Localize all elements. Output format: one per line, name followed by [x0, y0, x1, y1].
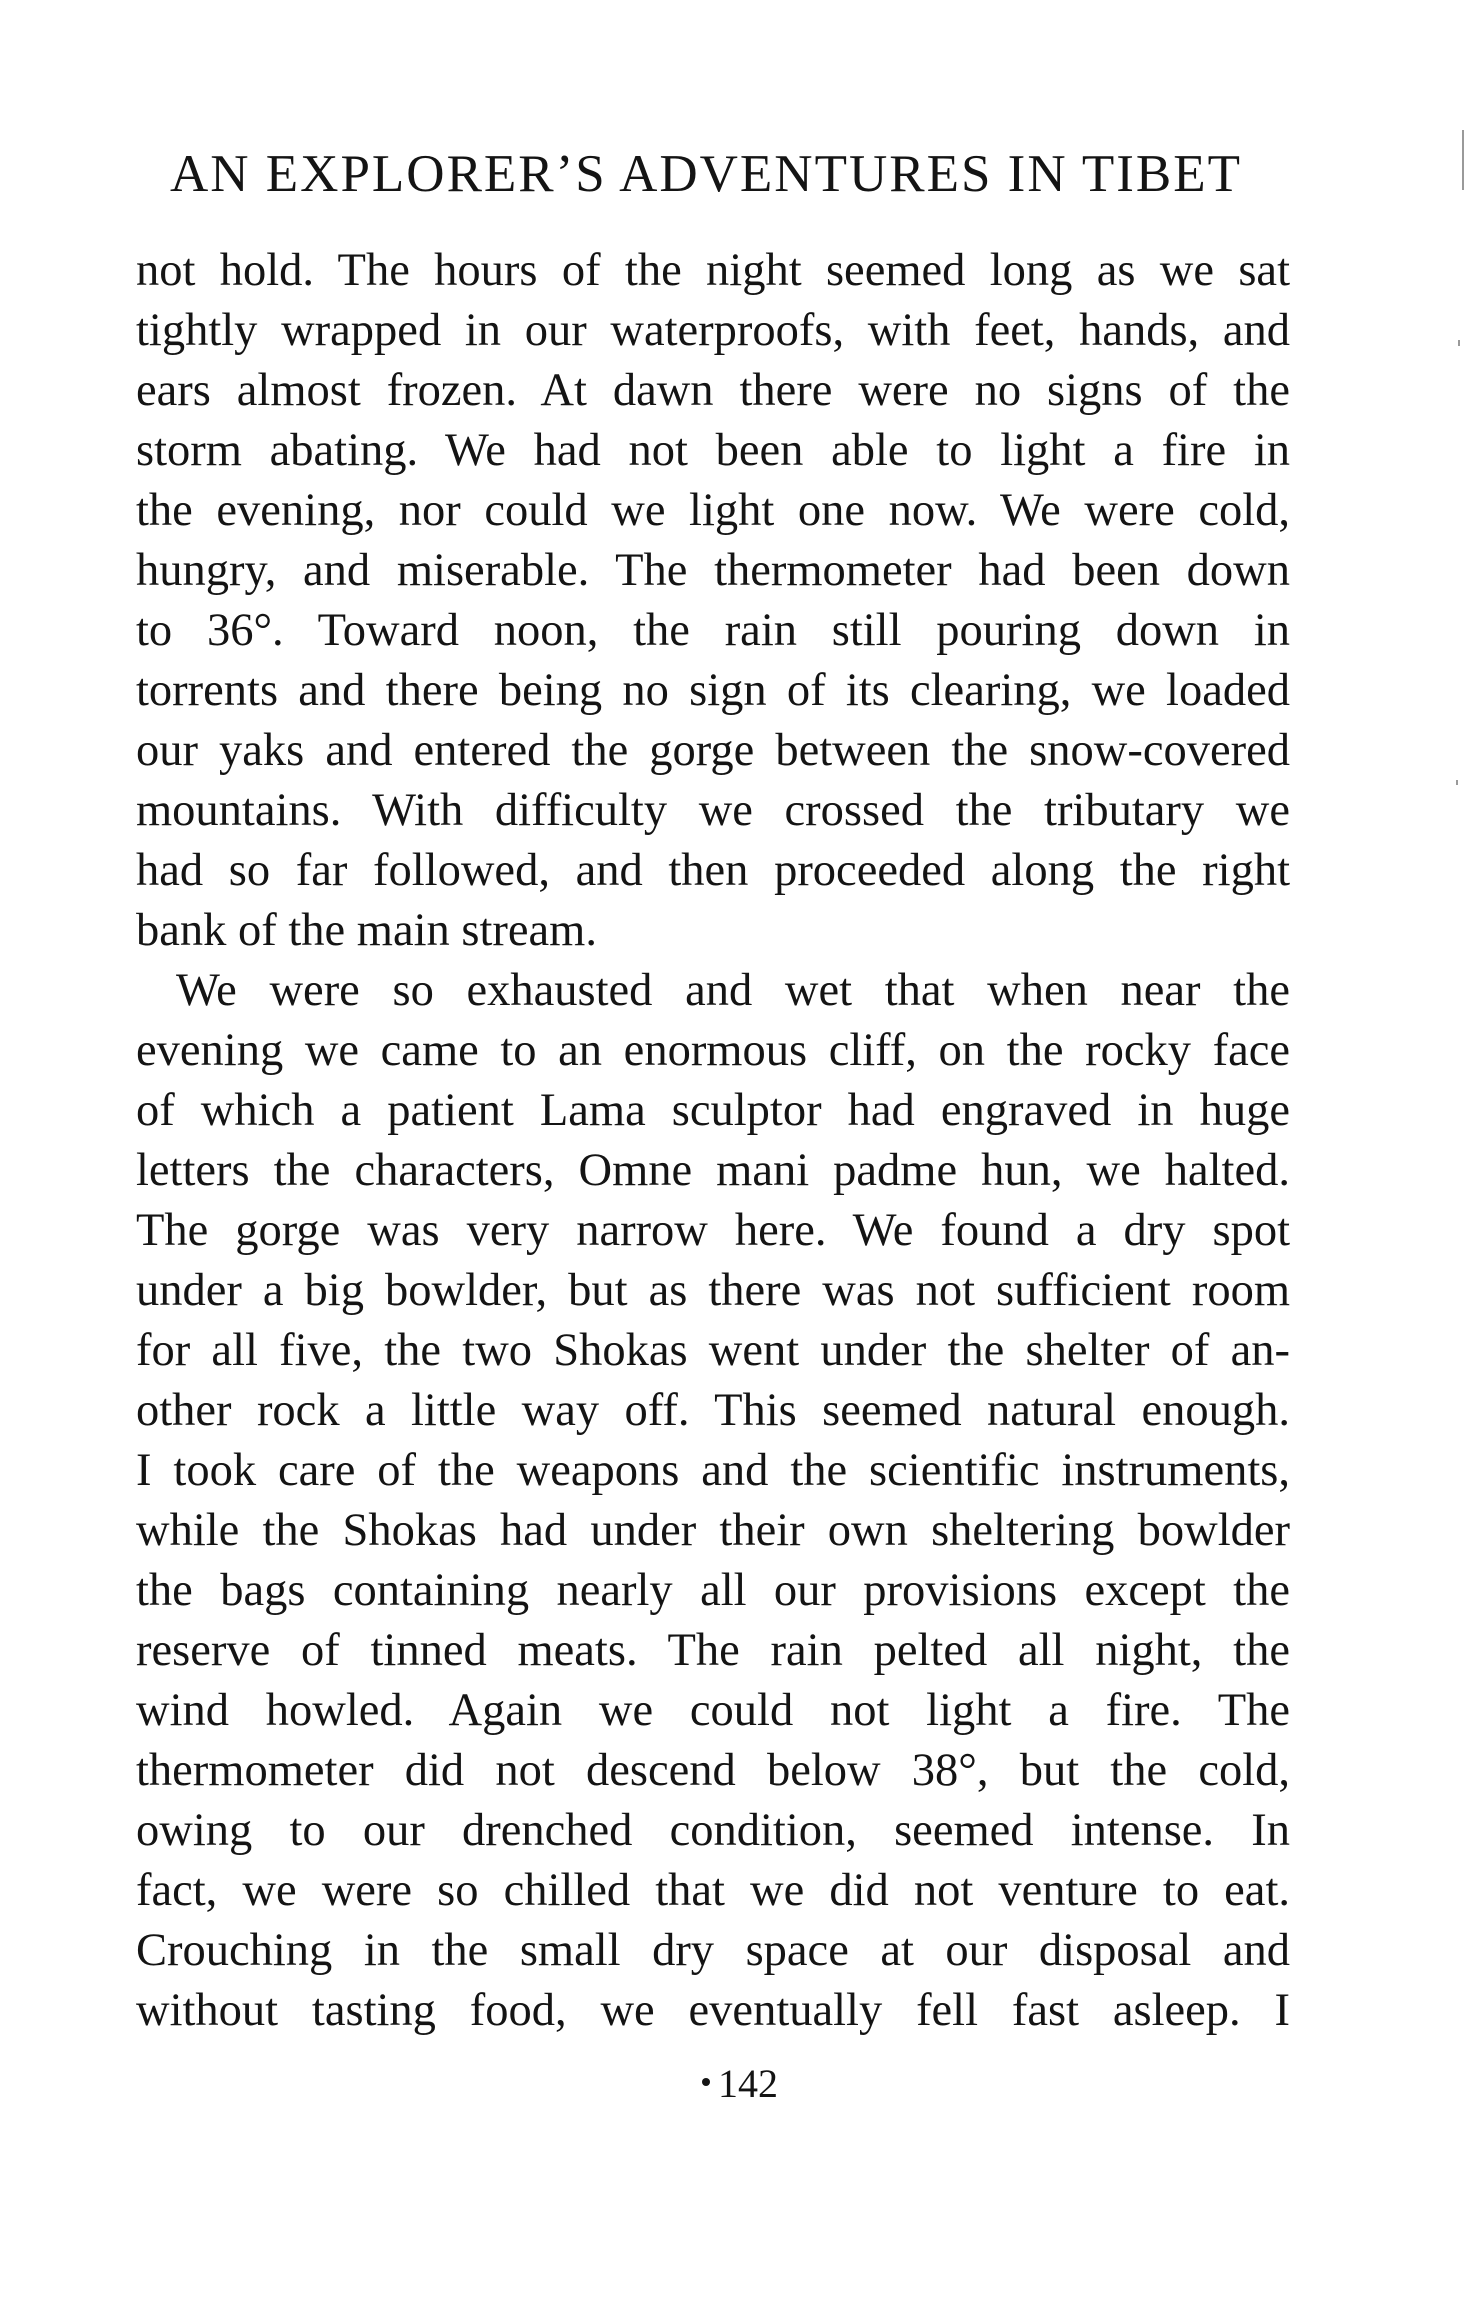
text-line: tightly wrapped in our waterproofs, with feet, hands, and	[136, 305, 1290, 356]
text-line: letters the characters, Omne mani padme hun, we halted.	[136, 1145, 1290, 1196]
text-line: fact, we were so chilled that we did not venture to eat.	[136, 1865, 1290, 1916]
page-number-area	[640, 2061, 840, 2106]
page-number: 142	[718, 2061, 778, 2106]
running-head: AN EXPLORER’S ADVENTURES IN TIBET	[170, 145, 1243, 203]
text-line: bank of the main stream.	[136, 905, 597, 956]
text-line: evening we came to an enormous cliff, on the rocky face	[136, 1025, 1290, 1076]
text-line: had so far followed, and then proceeded along the right	[136, 845, 1290, 896]
text-line: while the Shokas had under their own sheltering bowlder	[136, 1505, 1290, 1556]
text-line: the bags containing nearly all our provisions except the	[136, 1565, 1290, 1616]
text-line: other rock a little way off. This seemed natural enough.	[136, 1385, 1290, 1436]
text-line: owing to our drenched condition, seemed intense. In	[136, 1805, 1290, 1856]
text-line: We were so exhausted and wet that when near the	[176, 965, 1290, 1016]
text-line: torrents and there being no sign of its clearing, we loaded	[136, 665, 1290, 716]
text-line: reserve of tinned meats. The rain pelted all night, the	[136, 1625, 1290, 1676]
text-line: without tasting food, we eventually fell fast asleep. I	[136, 1985, 1290, 2036]
text-line: wind howled. Again we could not light a fire. The	[136, 1685, 1290, 1736]
text-line: our yaks and entered the gorge between the snow-covered	[136, 725, 1290, 776]
text-line: mountains. With difficulty we crossed the tributary we	[136, 785, 1290, 836]
text-line: ears almost frozen. At dawn there were no signs of the	[136, 365, 1290, 416]
text-line: thermometer did not descend below 38°, but the cold,	[136, 1745, 1290, 1796]
text-line: storm abating. We had not been able to light a fire in	[136, 425, 1290, 476]
text-line: I took care of the weapons and the scientific instruments,	[136, 1445, 1290, 1496]
text-line: The gorge was very narrow here. We found a dry spot	[136, 1205, 1290, 1256]
scan-edge-mark	[1462, 130, 1464, 190]
text-line: to 36°. Toward noon, the rain still pouring down in	[136, 605, 1290, 656]
text-line: Crouching in the small dry space at our disposal and	[136, 1925, 1290, 1976]
scan-edge-mark	[1456, 780, 1458, 785]
text-line: for all five, the two Shokas went under the shelter of an-	[136, 1325, 1290, 1376]
bullet-icon	[702, 2078, 710, 2086]
body-text	[136, 241, 1290, 2041]
text-line: the evening, nor could we light one now. We were cold,	[136, 485, 1290, 536]
scan-edge-mark	[1458, 340, 1460, 346]
text-line: hungry, and miserable. The thermometer had been down	[136, 545, 1290, 596]
text-line: not hold. The hours of the night seemed long as we sat	[136, 245, 1290, 296]
text-line: under a big bowlder, but as there was not sufficient room	[136, 1265, 1290, 1316]
text-line: of which a patient Lama sculptor had engraved in huge	[136, 1085, 1290, 1136]
